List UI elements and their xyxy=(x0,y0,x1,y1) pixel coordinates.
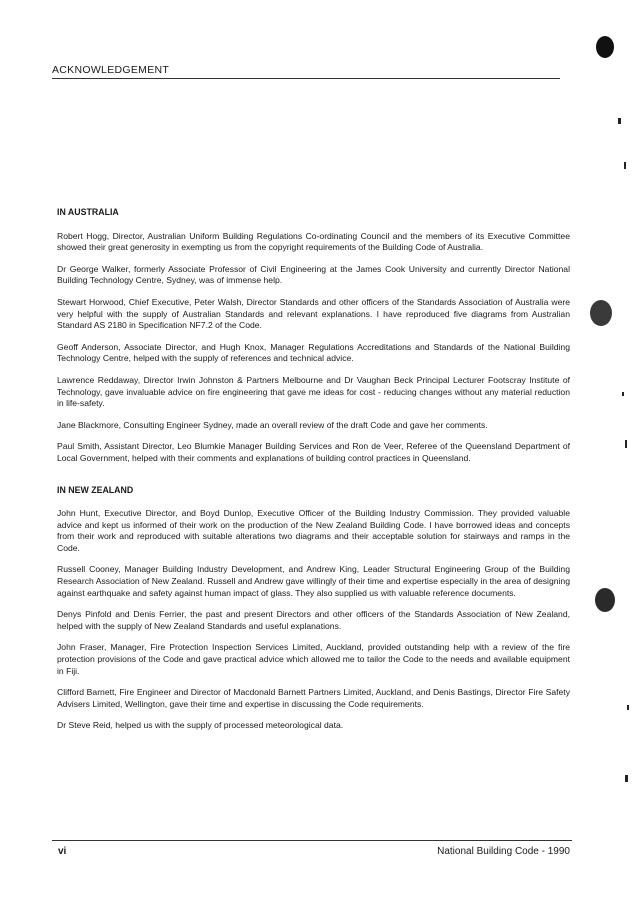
scan-speck xyxy=(625,775,628,782)
section-heading: IN NEW ZEALAND xyxy=(57,484,134,495)
paragraph: Dr Steve Reid, helped us with the supply of processed meteorological data. xyxy=(57,720,344,731)
acknowledgement-body xyxy=(57,207,570,742)
paragraph: Paul Smith, Assistant Director, Leo Blumkie Manager Building Services and Ron de Veer, Referee of the Queensland Department of Local Government, helped with their comments and explanations of building control practices in Queensland. xyxy=(57,441,570,463)
section-new-zealand xyxy=(57,485,570,733)
paragraph: Clifford Barnett, Fire Engineer and Director of Macdonald Barnett Partners Limited, Auckland, and Denis Bastings, Director Fire Safety Advisers Limited, Wellington, gave their time and expertise in discussing the Code requirements. xyxy=(57,687,570,709)
paragraph: Denys Pinfold and Denis Ferrier, the past and present Directors and other officers of the Standards Association of New Zealand, helped with the supply of New Zealand Standards and useful explanations. xyxy=(57,609,570,631)
scan-speck xyxy=(624,162,626,169)
publication-title: National Building Code - 1990 xyxy=(437,846,570,857)
paragraph: Dr George Walker, formerly Associate Professor of Civil Engineering at the James Cook University and currently Director National Building Technology Centre, Sydney, was of immense help. xyxy=(57,263,570,286)
scan-speck xyxy=(618,118,621,124)
section-heading: IN AUSTRALIA xyxy=(57,207,119,217)
section-australia xyxy=(57,207,570,465)
punch-hole-mark xyxy=(596,36,614,58)
paragraph: Jane Blackmore, Consulting Engineer Sydney, made an overall review of the draft Code and gave her comments. xyxy=(57,419,488,430)
paragraph: Lawrence Reddaway, Director Irwin Johnston & Partners Melbourne and Dr Vaughan Beck Principal Lecturer Footscray Institute of Technology, gave invaluable advice on fire engineering that gave me ideas for cost - reducing changes without any material reduction in life-safety. xyxy=(57,374,570,409)
paragraph: John Fraser, Manager, Fire Protection Inspection Services Limited, Auckland, provided outstanding help with a review of the fire protection provisions of the Code and gave practical advice which allowed me to tailor the Code to the needs and available equipment in Fiji. xyxy=(57,642,570,676)
page-number: vi xyxy=(58,846,67,857)
header-divider xyxy=(52,78,560,79)
paragraph: Robert Hogg, Director, Australian Uniform Building Regulations Co-ordinating Council and the members of its Executive Committee showed their great generosity in exempting us from the copyright requirements of the Building Code of Australia. xyxy=(57,230,570,253)
scan-speck xyxy=(622,392,624,396)
scan-speck xyxy=(627,705,629,710)
footer-divider xyxy=(52,840,572,841)
paragraph: John Hunt, Executive Director, and Boyd Dunlop, Executive Officer of the Building Industry Commission. They provided valuable advice and kept us informed of their work on the production of the New Zealand Building Code. I have borrowed ideas and concepts from their work and reproduced with suitable alterations two diagrams and their acceptable solution for stairways and ramps in the Code. xyxy=(57,508,570,553)
punch-hole-mark xyxy=(590,300,612,326)
paragraph: Russell Cooney, Manager Building Industry Development, and Andrew King, Leader Structural Engineering Group of the Building Research Association of New Zealand. Russell and Andrew gave willingly of their time and expertise especially in the area of designing against earthquake and safety against human impact of glass. They also supplied us with valuable reference documents. xyxy=(57,564,570,598)
paragraph: Geoff Anderson, Associate Director, and Hugh Knox, Manager Regulations Accreditations and Standards of the National Building Technology Centre, helped with the supply of references and technical advice. xyxy=(57,341,570,364)
scan-speck xyxy=(625,440,627,448)
punch-hole-mark xyxy=(595,588,615,612)
page-header-title: ACKNOWLEDGEMENT xyxy=(52,64,170,76)
paragraph: Stewart Horwood, Chief Executive, Peter Walsh, Director Standards and other officers of the Standards Association of Australia were very helpful with the supply of Australian Standards and relevant explanations. I have reproduced five diagrams from Australian Standard AS 2180 in Specification NF7.2 of the Code. xyxy=(57,296,570,331)
